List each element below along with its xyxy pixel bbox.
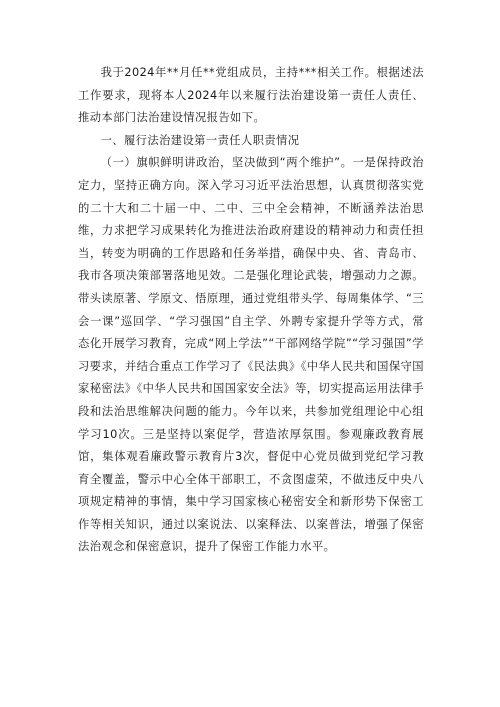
document-body <box>78 62 424 559</box>
intro-paragraph: 我于2024年**月任**党组成员，主持***相关工作。根据述法工作要求，现将本人2024年以来履行法治建设第一责任人责任、推动本部门法治建设情况报告如下。 <box>78 66 424 125</box>
body-paragraph: （一）旗帜鲜明讲政治，坚决做到“两个维护”。一是保持政治定力，坚持正确方向。深入学习习近平法治思想，认真贯彻落实党的二十大和二十届一中、二中、三中全会精神，不断涵养法治思维，力求把学习成果转化为推进法治政府建设的精神动力和责任担当，转变为明确的工作思路和任务举措，确保中央、省、青岛市、我市各项决策部署落地见效。二是强化理论武装，增强动力之源。带头读原著、学原文、悟原理，通过党组带头学、每周集体学、“三会一课”巡回学、“学习强国”自主学、外聘专家提升学等方式，常态化开展学习教育，完成“网上学法”“干部网络学院”“学习强国”学习要求，并结合重点工作学习了《民法典》《中华人民共和国保守国家秘密法》《中华人民共和国国家安全法》等，切实提高运用法律手段和法治思维解决问题的能力。今年以来，共参加党组理论中心组学习10次。三是坚持以案促学，营造浓厚氛围。参观廉政教育展馆，集体观看廉政警示教育片3次，督促中心党员做到党纪学习教育全覆盖，警示中心全体干部职工，不贪图虚荣，不做违反中央八项规定精神的事情，集中学习国家核心秘密安全和新形势下保密工作等相关知识，通过以案说法、以案释法、以案普法，增强了保密法治观念和保密意识，提升了保密工作能力水平。 <box>78 156 424 554</box>
section-heading: 一、履行法治建设第一责任人职责情况 <box>100 133 300 147</box>
